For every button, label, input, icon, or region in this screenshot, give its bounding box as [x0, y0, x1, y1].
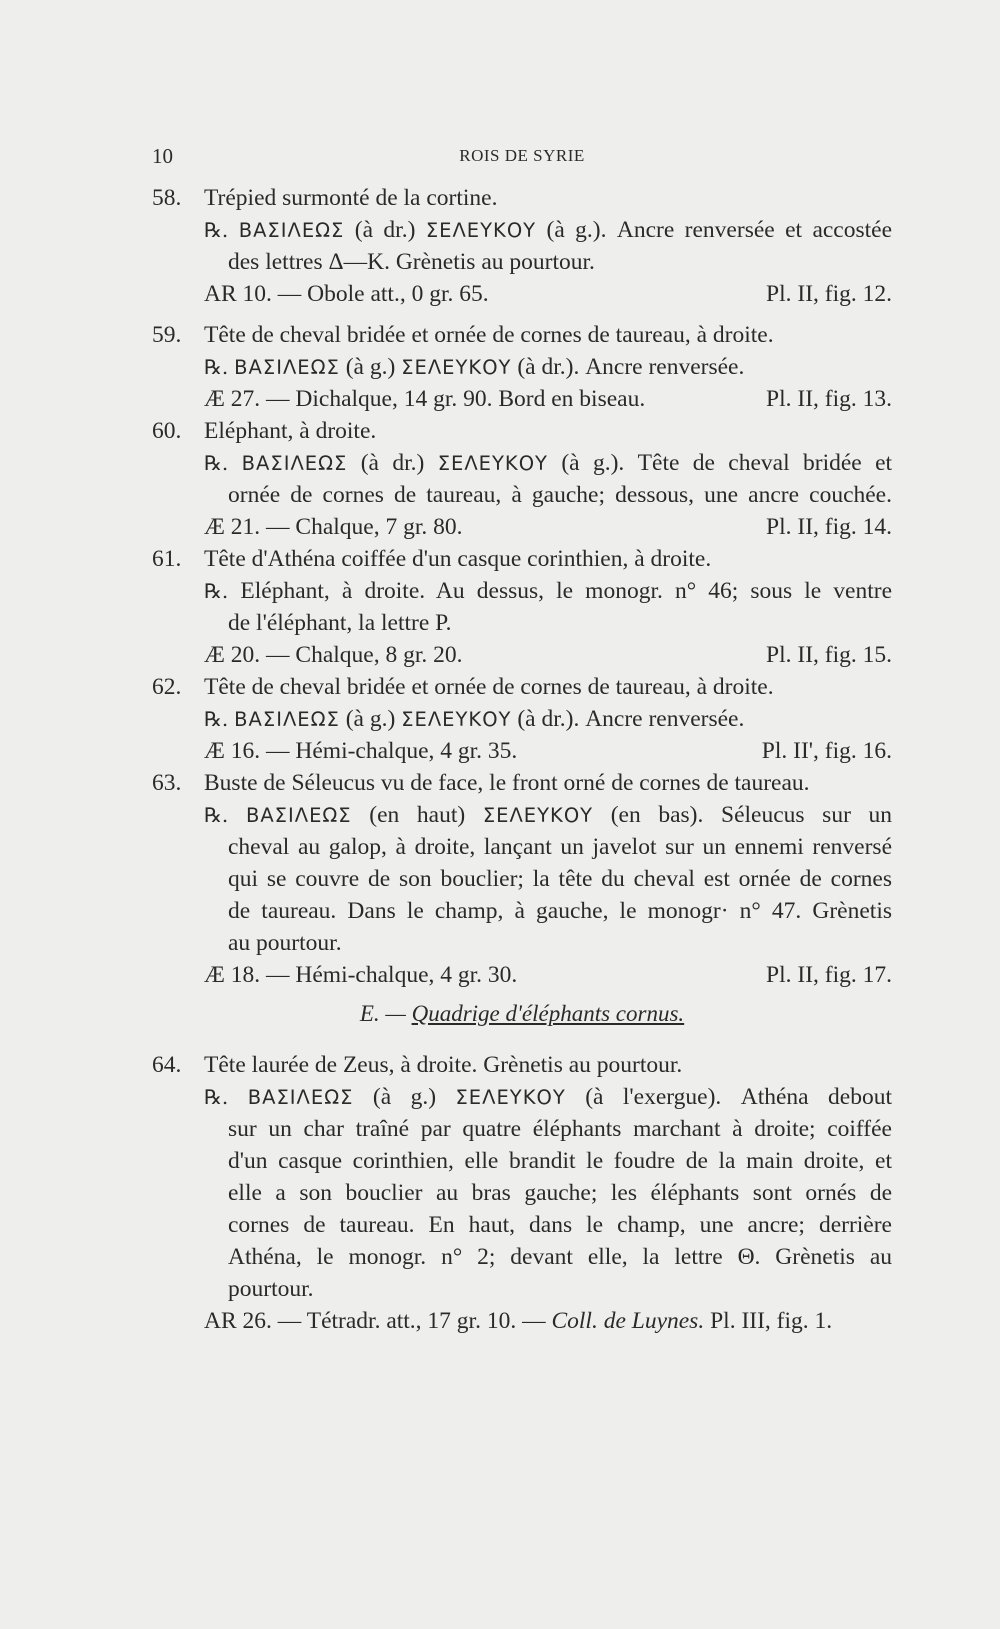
page-number: 10 [152, 144, 173, 168]
reverse-text: (en bas). Séleucus sur un [610, 802, 893, 828]
entry-number: 64. [152, 1052, 182, 1078]
entry-60-title-line [152, 415, 892, 447]
coin-metadata: Æ 18. — Hémi-chalque, 4 gr. 30. [204, 962, 518, 988]
entry-63-reverse-line [152, 799, 892, 831]
coin-metadata: Æ 21. — Chalque, 7 gr. 80. [204, 514, 463, 540]
greek-legend: ΣΕΛΕΥΚΟΥ [455, 1086, 566, 1109]
reverse-symbol: ℞. [204, 707, 229, 731]
coin-metadata: Æ 16. — Hémi-chalque, 4 gr. 35. [204, 738, 518, 764]
legend-position: (en haut) [369, 802, 466, 828]
page-header [152, 144, 892, 174]
entry-obverse: Eléphant, à droite. [204, 418, 377, 444]
plate-reference: Pl. II', fig. 16. [761, 738, 892, 764]
entry-64-reverse-line-3 [152, 1145, 892, 1177]
entry-58-reverse-line [152, 214, 892, 246]
legend-position: (à g.) [345, 706, 396, 732]
plate-reference: Pl. II, fig. 14. [766, 514, 892, 540]
entry-61-reverse-line [152, 575, 892, 607]
plate-reference: Pl. II, fig. 13. [766, 386, 892, 412]
entry-64-reverse-line-4 [152, 1177, 892, 1209]
reverse-description [204, 799, 892, 832]
coin-metadata [204, 1305, 832, 1337]
entry-63-reverse-line-4 [152, 895, 892, 927]
reverse-description [204, 351, 744, 384]
reverse-text: ornée de cornes de taureau, à gauche; dessous, une ancre couchée. [228, 482, 892, 508]
entry-63-title-line [152, 767, 892, 799]
section-letter: E. — [359, 1001, 412, 1026]
reverse-text: (à dr.). Ancre renversée. [517, 354, 745, 380]
greek-legend: ΒΑΣΙΛΕΩΣ [241, 452, 348, 475]
entry-63-reverse-line-3 [152, 863, 892, 895]
reverse-text: cheval au galop, à droite, lançant un javelot sur un ennemi renversé [228, 834, 892, 860]
entry-number: 63. [152, 770, 182, 796]
entry-obverse: Buste de Séleucus vu de face, le front orné de cornes de taureau. [204, 770, 810, 796]
greek-legend: ΒΑΣΙΛΕΩΣ [234, 356, 340, 379]
entry-63-reverse-line-2 [152, 831, 892, 863]
entry-obverse: Tête de cheval bridée et ornée de cornes de taureau, à droite. [204, 322, 774, 348]
reverse-description [204, 575, 892, 607]
reverse-text: qui se couvre de son bouclier; la tête du cheval est ornée de cornes [228, 866, 892, 892]
entry-59-reverse-line [152, 351, 892, 383]
entry-number: 62. [152, 674, 182, 700]
reverse-description [204, 447, 892, 480]
reverse-text: (à l'exergue). Athéna debout [585, 1084, 893, 1110]
greek-legend: ΒΑΣΙΛΕΩΣ [238, 219, 345, 242]
reverse-text: Athéna, le monogr. n° 2; devant elle, la lettre Θ. Grènetis au [228, 1244, 892, 1270]
reverse-text: (à dr.). Ancre renversée. [517, 706, 745, 732]
entry-64-title-line [152, 1049, 892, 1081]
entry-63-reverse-line-5 [152, 927, 892, 959]
plate-reference: Pl. II, fig. 15. [766, 642, 892, 668]
reverse-description [204, 703, 744, 736]
greek-legend: ΣΕΛΕΥΚΟΥ [482, 804, 594, 827]
plate-reference: Pl. III, fig. 1. [704, 1308, 833, 1334]
entry-61-title-line [152, 543, 892, 575]
reverse-text: cornes de taureau. En haut, dans le champ, une ancre; derrière [228, 1212, 892, 1238]
reverse-symbol: ℞. [204, 218, 229, 242]
entry-obverse: Tête d'Athéna coiffée d'un casque corinthien, à droite. [204, 546, 712, 572]
entry-62-reverse-line [152, 703, 892, 735]
reverse-symbol: ℞. [204, 451, 229, 475]
plate-reference: Pl. II, fig. 17. [766, 962, 892, 988]
entry-59-title-line [152, 319, 892, 351]
reverse-text: des lettres Δ—K. Grènetis au pourtour. [228, 249, 595, 275]
reverse-text: pourtour. [228, 1276, 314, 1302]
entry-58-reverse-line-2 [152, 246, 892, 278]
running-title: ROIS DE SYRIE [459, 146, 585, 165]
plate-reference: Pl. II, fig. 12. [766, 281, 892, 307]
legend-position: (à dr.) [354, 217, 416, 243]
reverse-text: d'un casque corinthien, elle brandit le foudre de la main droite, et [228, 1148, 892, 1174]
coin-metadata: Æ 27. — Dichalque, 14 gr. 90. Bord en biseau. [204, 386, 646, 412]
entry-number: 61. [152, 546, 182, 572]
greek-legend: ΣΕΛΕΥΚΟΥ [401, 708, 512, 731]
greek-legend: ΣΕΛΕΥΚΟΥ [401, 356, 512, 379]
entry-59-meta-line [152, 383, 892, 415]
reverse-symbol: ℞. [204, 355, 229, 379]
entry-60-reverse-line-2 [152, 479, 892, 511]
greek-legend: ΣΕΛΕΥΚΟΥ [437, 452, 548, 475]
reverse-description [204, 1081, 892, 1114]
entry-58-meta-line [152, 278, 892, 310]
entry-obverse: Tête laurée de Zeus, à droite. Grènetis au pourtour. [204, 1052, 683, 1078]
legend-position: (à g.) [345, 354, 396, 380]
reverse-text: (à g.). Ancre renversée et accostée [546, 217, 893, 243]
greek-legend: ΒΑΣΙΛΕΩΣ [247, 1086, 354, 1109]
entry-64-reverse-line [152, 1081, 892, 1113]
section-title: Quadrige d'éléphants cornus. [411, 1001, 685, 1026]
reverse-symbol: ℞. [204, 1085, 229, 1109]
entry-number: 58. [152, 185, 182, 211]
entry-61-meta-line [152, 639, 892, 671]
coin-metadata: Æ 20. — Chalque, 8 gr. 20. [204, 642, 463, 668]
legend-position: (à dr.) [360, 450, 425, 476]
entry-58-title-line [152, 182, 892, 214]
entry-number: 59. [152, 322, 182, 348]
reverse-text: de taureau. Dans le champ, à gauche, le monogr· n° 47. Grènetis [228, 898, 892, 924]
reverse-text: (à g.). Tête de cheval bridée et [561, 450, 893, 476]
entry-63-meta-line [152, 959, 892, 991]
entry-obverse: Tête de cheval bridée et ornée de cornes de taureau, à droite. [204, 674, 774, 700]
entry-60-reverse-line [152, 447, 892, 479]
coin-weight: AR 26. — Tétradr. att., 17 gr. 10. — [204, 1308, 552, 1334]
greek-legend: ΒΑΣΙΛΕΩΣ [234, 708, 340, 731]
reverse-symbol: ℞. [204, 579, 229, 603]
entry-64-reverse-line-6 [152, 1241, 892, 1273]
reverse-text: de l'éléphant, la lettre P. [228, 610, 452, 636]
entry-62-meta-line [152, 735, 892, 767]
reverse-description [204, 214, 892, 247]
reverse-text: au pourtour. [228, 930, 342, 956]
entry-61-reverse-line-2 [152, 607, 892, 639]
legend-position: (à g.) [372, 1084, 437, 1110]
collection-name: Coll. de Luynes. [551, 1308, 705, 1334]
section-heading [152, 991, 892, 1037]
catalogue-entries [152, 182, 892, 1337]
entry-number: 60. [152, 418, 182, 444]
coin-metadata: AR 10. — Obole att., 0 gr. 65. [204, 281, 489, 307]
entry-64-reverse-line-2 [152, 1113, 892, 1145]
reverse-symbol: ℞. [204, 803, 229, 827]
entry-64-reverse-line-5 [152, 1209, 892, 1241]
entry-obverse: Trépied surmonté de la cortine. [204, 185, 498, 211]
reverse-text: Eléphant, à droite. Au dessus, le monogr. n° 46; sous le ventre [240, 578, 893, 604]
entry-64-reverse-line-7 [152, 1273, 892, 1305]
reverse-text: elle a son bouclier au bras gauche; les éléphants sont ornés de [228, 1180, 892, 1206]
greek-legend: ΣΕΛΕΥΚΟΥ [425, 219, 537, 242]
entry-64-meta-line [152, 1305, 892, 1337]
entry-60-meta-line [152, 511, 892, 543]
entry-62-title-line [152, 671, 892, 703]
reverse-text: sur un char traîné par quatre éléphants marchant à droite; coiffée [228, 1116, 892, 1142]
greek-legend: ΒΑΣΙΛΕΩΣ [245, 804, 352, 827]
